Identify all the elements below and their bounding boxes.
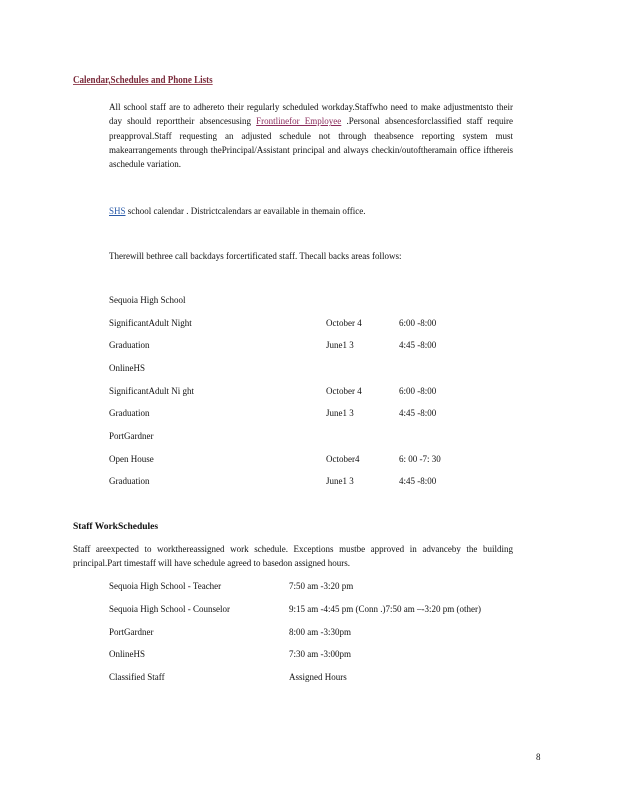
- section-heading-calendar: Calendar,Schedules and Phone Lists: [73, 75, 213, 86]
- section-heading-work-schedules: Staff WorkSchedules: [73, 522, 159, 532]
- callback-label: Graduation: [109, 340, 150, 350]
- schedule-row: [109, 604, 529, 618]
- callback-label: OnlineHS: [109, 363, 145, 373]
- schedule-label: OnlineHS: [109, 649, 145, 659]
- callback-row: [109, 340, 529, 354]
- schedule-row: [109, 581, 529, 595]
- callback-row: [109, 454, 529, 468]
- callback-time: 4:45 -8:00: [399, 340, 437, 350]
- callback-time: 4:45 -8:00: [399, 476, 437, 486]
- callback-time: 4:45 -8:00: [399, 408, 437, 418]
- callback-label: Open House: [109, 454, 154, 464]
- callback-row: [109, 431, 529, 445]
- callback-time: 6: 00 -7: 30: [399, 454, 441, 464]
- callback-label: PortGardner: [109, 431, 154, 441]
- callback-time: 6:00 -8:00: [399, 386, 437, 396]
- schedule-hours: 8:00 am -3:30pm: [289, 627, 351, 637]
- callback-row: [109, 386, 529, 400]
- callback-row: [109, 363, 529, 377]
- callback-time: 6:00 -8:00: [399, 318, 437, 328]
- shs-calendar-link[interactable]: SHS: [109, 206, 126, 216]
- callback-label: SignificantAdult Night: [109, 318, 192, 328]
- paragraph-workday-text-2: .Personal absencesforclassified staff require preapproval.Staff requesting an adjusted schedule not through theabsence reporting system must makearrangements through thePrincipal/Assistant principal and always checkin/outoftheramain office ifthereis aschedule variation.: [109, 116, 513, 170]
- callback-row: [109, 318, 529, 332]
- paragraph-calendar: [109, 204, 513, 218]
- schedule-label: PortGardner: [109, 627, 154, 637]
- schedule-label: Sequoia High School - Counselor: [109, 604, 230, 614]
- callback-date: October4: [326, 454, 360, 464]
- paragraph-work-schedules: Staff areexpected to workthereassigned work schedule. Exceptions mustbe approved in advanceby the building principal.Part timestaff will have schedule agreed to basedon assigned hours.: [73, 544, 513, 569]
- callback-row: [109, 295, 529, 309]
- schedule-label: Classified Staff: [109, 672, 165, 682]
- schedule-row: [109, 672, 529, 686]
- paragraph-calendar-text: school calendar . Districtcalendars ar eavailable in themain office.: [125, 206, 366, 216]
- schedule-label: Sequoia High School - Teacher: [109, 581, 222, 591]
- paragraph-workday-text-1: All school staff are to adhereto their regularly scheduled workday.Staffwho need to make adjustmentsto their day should reporttheir absencesusing: [109, 102, 513, 127]
- page-number: 8: [536, 752, 541, 762]
- callback-row: [109, 476, 529, 490]
- schedule-hours: Assigned Hours: [289, 672, 347, 682]
- schedule-row: [109, 649, 529, 663]
- callback-label: Sequoia High School: [109, 295, 186, 305]
- callback-label: Graduation: [109, 408, 150, 418]
- callback-date: October 4: [326, 318, 362, 328]
- frontline-link[interactable]: Frontlinefor Employee: [256, 116, 342, 127]
- schedule-row: [109, 627, 529, 641]
- callback-date: October 4: [326, 386, 362, 396]
- callback-date: June1 3: [326, 476, 354, 486]
- schedule-hours: 7:50 am -3:20 pm: [289, 581, 354, 591]
- schedule-hours: 7:30 am -3:00pm: [289, 649, 351, 659]
- callback-row: [109, 408, 529, 422]
- paragraph-workday: [109, 100, 513, 171]
- callback-date: June1 3: [326, 408, 354, 418]
- callback-label: Graduation: [109, 476, 150, 486]
- schedule-hours: 9:15 am -4:45 pm (Conn .)7:50 am –-3:20 pm (other): [289, 604, 481, 614]
- callback-date: June1 3: [326, 340, 354, 350]
- paragraph-callbacks: Therewill bethree call backdays forcertificated staff. Thecall backs areas follows:: [109, 251, 402, 261]
- callback-label: SignificantAdult Ni ght: [109, 386, 194, 396]
